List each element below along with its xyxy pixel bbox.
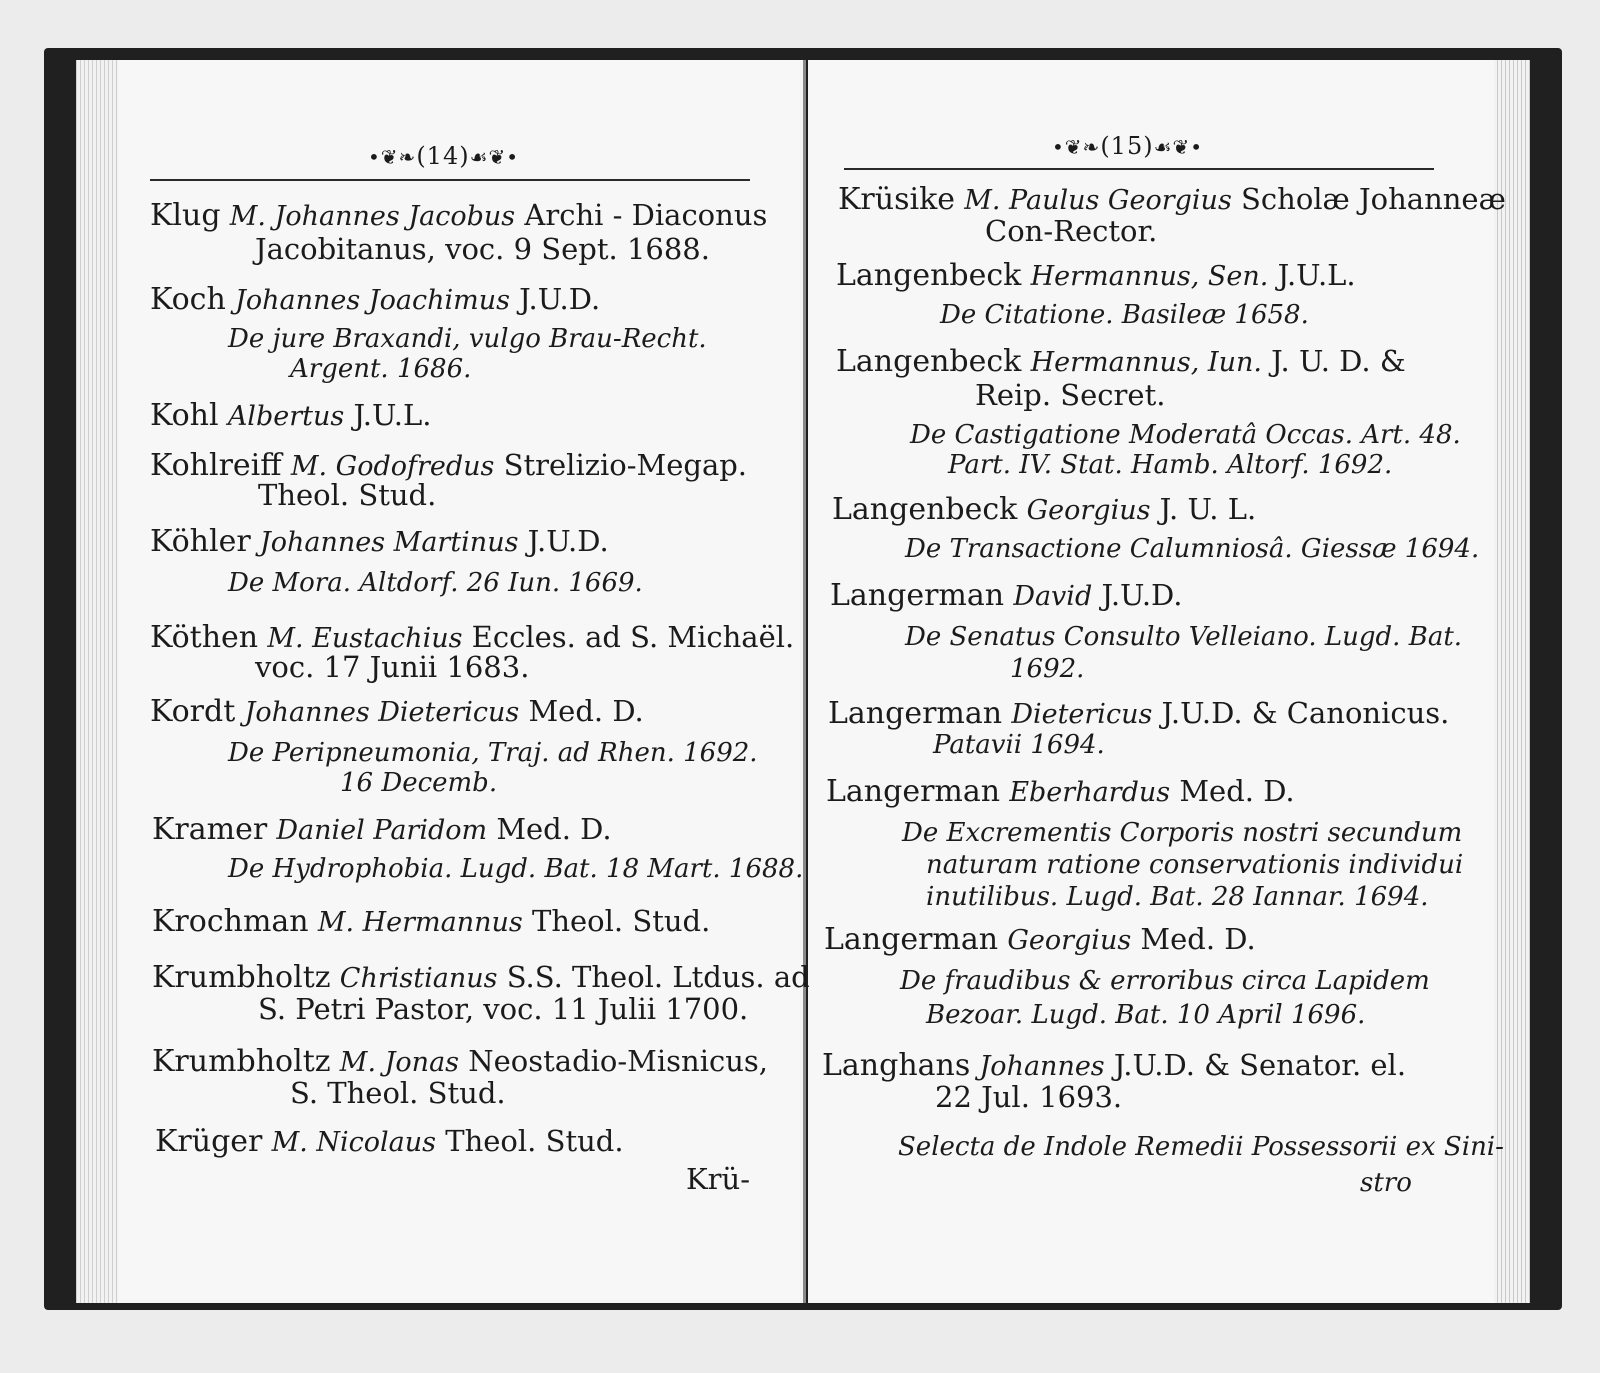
right-page (808, 60, 1528, 1303)
entry-langerman-eberhardus: Langerman Eberhardus Med. D. (826, 774, 1295, 809)
entry-langerman-georgius-detail: De fraudibus & erroribus circa Lapidem (900, 966, 1430, 996)
entry-koch-detail2: Argent. 1686. (290, 354, 472, 384)
entry-kohl: Kohl Albertus J.U.L. (150, 398, 432, 433)
catchword: Krü- (686, 1162, 751, 1196)
header-rule-right (844, 168, 1434, 170)
entry-langerman-georgius: Langerman Georgius Med. D. (824, 922, 1256, 957)
entry-krumbholtz-jonas-line2: S. Theol. Stud. (290, 1076, 506, 1110)
entry-langerman-david: Langerman David J.U.D. (830, 578, 1183, 613)
entry-kohlreiff: Kohlreiff M. Godofredus Strelizio-Megap. (150, 448, 748, 483)
entry-klug-line2: Jacobitanus, voc. 9 Sept. 1688. (255, 232, 710, 266)
entry-langhans: Langhans Johannes J.U.D. & Senator. el. (822, 1048, 1407, 1083)
entry-kordt-detail2: 16 Decemb. (340, 768, 498, 798)
entry-krumbholtz-christianus-line2: S. Petri Pastor, voc. 11 Julii 1700. (258, 992, 749, 1026)
entry-kruesike: Krüsike M. Paulus Georgius Scholæ Johanneæ (838, 182, 1506, 217)
entry-langerman-eberhardus-detail3: inutilibus. Lugd. Bat. 28 Iannar. 1694. (926, 882, 1429, 912)
entry-langerman-david-detail2: 1692. (1010, 654, 1085, 684)
entry-langerman-david-detail: De Senatus Consulto Velleiano. Lugd. Bat. (905, 622, 1463, 652)
entry-koethen: Köthen M. Eustachius Eccles. ad S. Michaël. (150, 620, 795, 655)
entry-langerman-dietericus: Langerman Dietericus J.U.D. & Canonicus. (828, 696, 1450, 731)
entry-krumbholtz-christianus: Krumbholtz Christianus S.S. Theol. Ltdus. ad (152, 960, 810, 995)
page-number-left: •❦❧(14)☙❦• (368, 142, 520, 170)
entry-koch-detail: De jure Braxandi, vulgo Brau-Recht. (228, 324, 707, 354)
entry-langhans-line2: 22 Jul. 1693. (935, 1080, 1123, 1114)
entry-kohlreiff-line2: Theol. Stud. (258, 478, 437, 512)
entry-krueger: Krüger M. Nicolaus Theol. Stud. (155, 1124, 624, 1159)
entry-langenbeck-georgius-detail: De Transactione Calumniosâ. Giessæ 1694. (905, 534, 1480, 564)
ornament-icon: ☙❦• (1153, 135, 1204, 159)
entry-langenbeck-iun: Langenbeck Hermannus, Iun. J. U. D. & (836, 344, 1406, 379)
ornament-icon: •❦❧ (368, 145, 417, 169)
entry-langenbeck-iun-line2: Reip. Secret. (975, 378, 1166, 412)
entry-langerman-dietericus-detail: Patavii 1694. (933, 730, 1105, 760)
entry-koch: Koch Johannes Joachimus J.U.D. (150, 282, 601, 317)
page-edges-left (76, 60, 118, 1303)
header-rule-left (150, 179, 750, 181)
entry-kruesike-line2: Con-Rector. (985, 214, 1158, 248)
entry-koehler: Köhler Johannes Martinus J.U.D. (150, 524, 609, 559)
entry-koehler-detail: De Mora. Altdorf. 26 Iun. 1669. (228, 568, 643, 598)
entry-krochman: Krochman M. Hermannus Theol. Stud. (152, 904, 711, 939)
entry-kordt: Kordt Johannes Dietericus Med. D. (150, 694, 644, 729)
entry-krumbholtz-jonas: Krumbholtz M. Jonas Neostadio-Misnicus, (152, 1044, 768, 1079)
entry-langenbeck-iun-detail: De Castigatione Moderatâ Occas. Art. 48. (910, 420, 1461, 450)
entry-langhans-detail: Selecta de Indole Remedii Possessorii ex Sini- (898, 1132, 1504, 1162)
page-number-right: •❦❧(15)☙❦• (1052, 132, 1204, 160)
entry-klug: Klug M. Johannes Jacobus Archi - Diaconus (150, 198, 768, 233)
entry-langenbeck-sen-detail: De Citatione. Basileæ 1658. (940, 300, 1309, 330)
entry-langerman-eberhardus-detail2: naturam ratione conservationis individui (926, 850, 1464, 880)
entry-langerman-georgius-detail2: Bezoar. Lugd. Bat. 10 April 1696. (926, 1000, 1366, 1030)
entry-kramer-detail: De Hydrophobia. Lugd. Bat. 18 Mart. 1688. (228, 854, 804, 884)
entry-langerman-eberhardus-detail: De Excrementis Corporis nostri secundum (902, 818, 1463, 848)
entry-kramer: Kramer Daniel Paridom Med. D. (152, 812, 612, 847)
entry-kordt-detail: De Peripneumonia, Traj. ad Rhen. 1692. (228, 738, 758, 768)
entry-langhans-detail2: stro (1360, 1168, 1412, 1198)
ornament-icon: •❦❧ (1052, 135, 1101, 159)
entry-langenbeck-sen: Langenbeck Hermannus, Sen. J.U.L. (836, 258, 1356, 293)
ornament-icon: ☙❦• (469, 145, 520, 169)
page-edges-right (1494, 60, 1530, 1303)
entry-langenbeck-georgius: Langenbeck Georgius J. U. L. (832, 492, 1257, 527)
entry-langenbeck-iun-detail2: Part. IV. Stat. Hamb. Altorf. 1692. (948, 450, 1393, 480)
entry-koethen-line2: voc. 17 Junii 1683. (255, 650, 530, 684)
